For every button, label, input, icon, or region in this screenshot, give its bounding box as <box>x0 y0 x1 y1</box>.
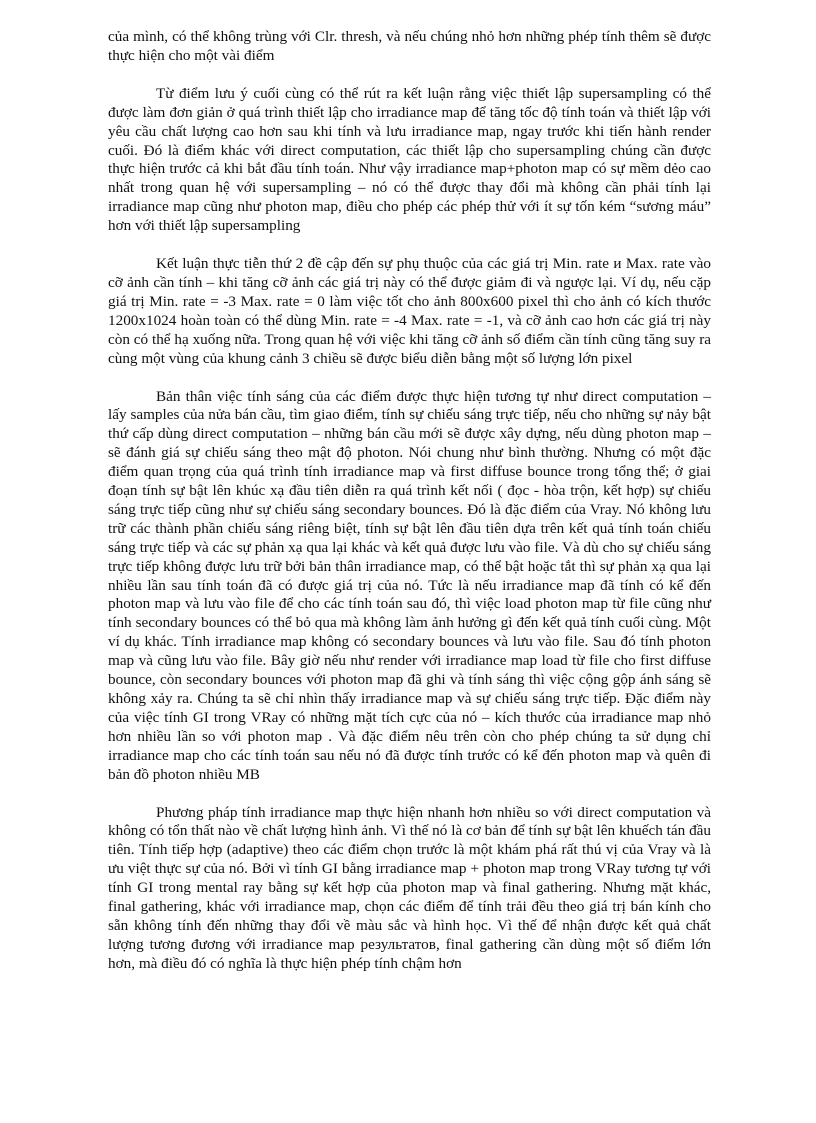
paragraph-1: của mình, có thể không trùng với Clr. thresh, và nếu chúng nhỏ hơn những phép tính thêm sẽ được thực hiện cho một vài điểm <box>108 28 711 64</box>
document-page <box>108 28 711 993</box>
paragraph-4: Bản thân việc tính sáng của các điểm được thực hiện tương tự như direct computation – lấy samples của nửa bán cầu, tìm giao điểm, tính sự chiếu sáng trực tiếp, nếu cho những sự nảy bật thứ cấp dùng direct computation – những bán cầu mới sẽ được xây dựng, nếu dùng photon map – sẽ đánh giá sự chiếu sáng theo mật độ photon. Nói chung như bình thường. Nhưng có một đặc điểm quan trọng của quá trình tính irradiance map và first diffuse bounce trong tổng thể; ở giai đoạn tính sự bật lên khúc xạ đầu tiên diễn ra quá trình kết nối ( đọc - hòa trộn, kết hợp) sự chiếu sáng trực tiếp cũng như sự chiếu sáng secondary bounces. Đó là đặc điểm của Vray. Nó không lưu trữ các thành phần chiếu sáng riêng biệt, tính sự bật lên đầu tiên dựa trên kết quả tính toán chiếu sáng trực tiếp và các sự phản xạ qua lại khác và kết quả được lưu vào file. Và dù cho sự chiếu sáng trực tiếp không được lưu trữ bởi bản thân irradiance map, có thể bật hoặc tắt thì sự phản xạ qua lại nhiều lần sau tính toán đã có được giá trị của nó. Tức là nếu irradiance map đã tính có kể đến photon map và lưu vào file để cho các tính toán sau đó, thì việc load photon map từ file cũng như tính secondary bounces có thể bỏ qua mà không làm ảnh hưởng gì đến kết quả tính cuối cùng. Một ví dụ khác. Tính irradiance map không có secondary bounces và lưu vào file. Sau đó tính photon map và cũng lưu vào file. Bây giờ nếu như render với irradiance map load từ file cho first diffuse bounce, còn secondary bounces với photon map đã ghi và tính sáng thì việc cộng gộp ánh sáng sẽ không xảy ra. Chúng ta sẽ chỉ nhìn thấy irradiance map và sự chiếu sáng trực tiếp. Đặc điểm này của việc tính GI trong VRay có những mặt tích cực của nó – kích thước của irradiance map nhỏ hơn nhiều lần so với photon map . Và đặc điểm nêu trên còn cho phép chúng ta sử dụng chỉ irradiance map cho các tính toán sau nếu nó đã được tính trước có kể đến photon map và quên đi bản đồ photon nhiều MB <box>108 387 711 783</box>
paragraph-5: Phương pháp tính irradiance map thực hiện nhanh hơn nhiều so với direct computation và không có tổn thất nào về chất lượng hình ảnh. Vì thế nó là cơ bản để tính sự bật lên khuếch tán đầu tiên. Tính tiếp hợp (adaptive) theo các điểm chọn trước là một khám phá rất thú vị của Vray và là ưu việt thực sự của nó. Bởi vì tính GI bằng irradiance map + photon map trong VRay tương tự với tính GI trong mental ray bằng sự kết hợp của photon map và final gathering. Nhưng mặt khác, final gathering, khác với irradiance map, chọn các điểm để tính trải đều theo giá trị bán kính cho sẵn không tính đến những thay đổi về màu sắc và hình học. Vì thế để nhận được kết quả chất lượng tương đương với irradiance map результатов, final gathering cần dùng một số điểm lớn hơn, mà điều đó có nghĩa là thực hiện phép tính chậm hơn <box>108 803 711 972</box>
paragraph-2: Từ điểm lưu ý cuối cùng có thể rút ra kết luận rằng việc thiết lập supersampling có thể được làm đơn giản ở quá trình thiết lập cho irradiance map để tăng tốc độ tính toán và thiết lập với yêu cầu chất lượng cao hơn sau khi tính và lưu irradiance map, ngay trước khi tiến hành render cuối. Đó là điểm khác với direct computation, các thiết lập cho supersampling chúng cần được thực hiện trước cả khi bắt đầu tính toán. Như vậy irradiance map+photon map có sự mềm dẻo cao nhất trong quan hệ với supersampling – nó có thể được thay đổi mà không cần phải tính lại irradiance map cũng như photon map, điều cho phép các phép thử với ít sự tốn kém “sương máu” hơn với thiết lập supersampling <box>108 84 711 235</box>
paragraph-3: Kết luận thực tiễn thứ 2 đề cập đến sự phụ thuộc của các giá trị Min. rate и Max. rate vào cỡ ảnh cần tính – khi tăng cỡ ảnh các giá trị này có thể được giảm đi và ngược lại. Ví dụ, nếu cặp giá trị Min. rate = -3 Max. rate = 0 làm việc tốt cho ảnh 800x600 pixel thì cho ảnh có kích thước 1200x1024 hoàn toàn có thể dùng Min. rate = -4 Max. rate = -1, và cỡ ảnh cao hơn các giá trị này còn có thể hạ xuống nữa. Trong quan hệ với việc khi tăng cỡ ảnh số điểm cần tính cũng tăng suy ra cùng một vùng của khung cảnh 3 chiều sẽ được biểu diễn bằng một số lượng lớn pixel <box>108 255 711 367</box>
